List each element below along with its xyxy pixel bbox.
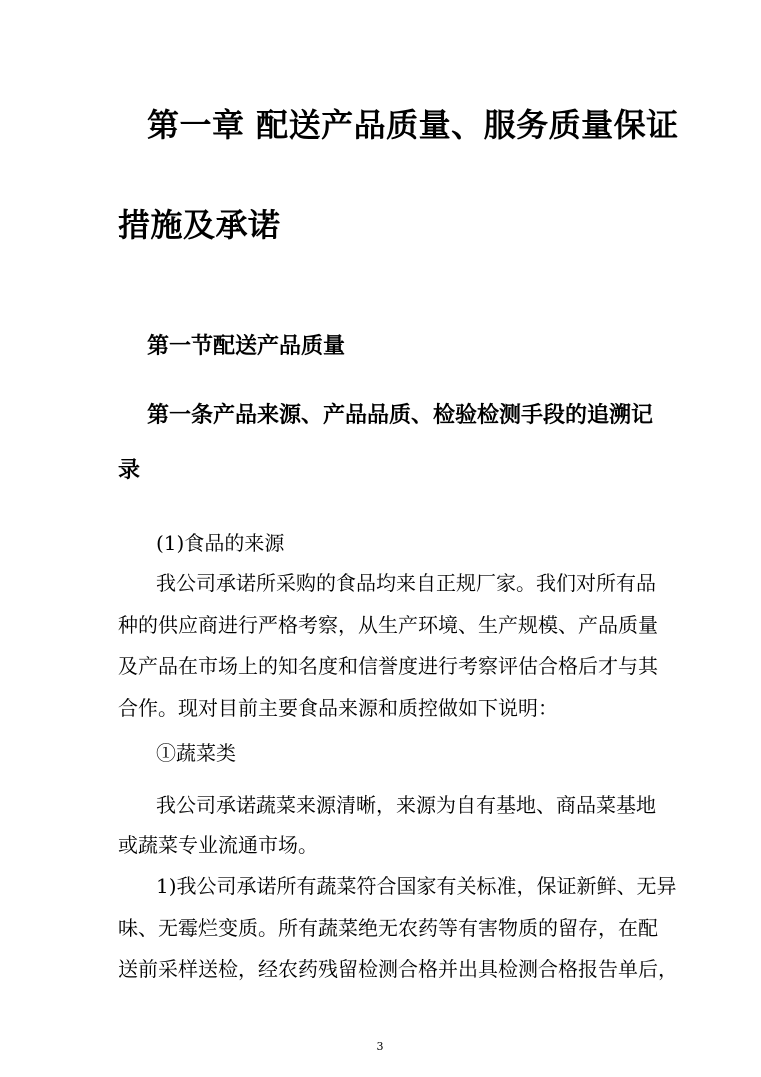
- body-line: 1)我公司承诺所有蔬菜符合国家有关标准，保证新鲜、无异: [156, 874, 677, 898]
- body-line: 种的供应商进行严格考察，从生产环境、生产规模、产品质量: [118, 613, 658, 637]
- page-number: 3: [376, 1040, 384, 1053]
- article-heading-line-1: 第一条产品来源、产品品质、检验检测手段的追溯记: [147, 402, 654, 428]
- body-line: 我公司承诺所采购的食品均来自正规厂家。我们对所有品: [156, 571, 656, 595]
- body-line: 及产品在市场上的知名度和信誉度进行考察评估合格后才与其: [118, 654, 658, 678]
- subheading-vegetables: ①蔬菜类: [156, 741, 236, 765]
- body-line: 合作。现对目前主要食品来源和质控做如下说明：: [118, 696, 558, 720]
- chapter-title-line-1: 第一章 配送产品质量、服务质量保证: [147, 106, 679, 144]
- body-line: 我公司承诺蔬菜来源清晰，来源为自有基地、商品菜基地: [156, 793, 656, 817]
- body-line: (1)食品的来源: [156, 531, 285, 555]
- body-line: 或蔬菜专业流通市场。: [118, 833, 318, 857]
- section-heading: 第一节配送产品质量: [147, 333, 346, 359]
- body-line: 送前采样送检，经农药残留检测合格并出具检测合格报告单后，: [118, 957, 678, 981]
- body-line: 味、无霉烂变质。所有蔬菜绝无农药等有害物质的留存，在配: [118, 916, 658, 940]
- chapter-title-line-2: 措施及承诺: [118, 206, 281, 244]
- article-heading-line-2: 录: [118, 457, 141, 483]
